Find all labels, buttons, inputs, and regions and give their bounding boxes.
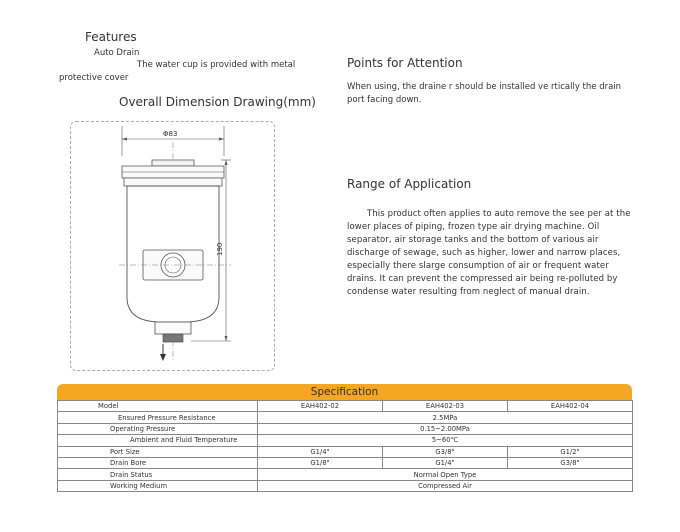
features-heading: Features — [85, 30, 137, 44]
cell-value: G1/4" — [383, 457, 508, 468]
attention-text: When using, the draine r should be installed ve rtically the drain port facing down. — [347, 82, 622, 105]
row-label: Port Size — [58, 446, 258, 457]
table-row — [58, 435, 633, 446]
cell-value: 0.15~2.00MPa — [258, 423, 633, 434]
dimension-drawing — [70, 121, 275, 371]
cell-value: 5~60℃ — [258, 435, 633, 446]
table-row — [58, 412, 633, 423]
height-label: 190 — [216, 242, 224, 256]
cell-value: G1/8" — [258, 457, 383, 468]
attention-heading: Points for Attention — [347, 56, 463, 70]
table-row — [58, 480, 633, 491]
table-row — [58, 401, 633, 412]
features-line-auto-drain: Auto Drain — [94, 48, 140, 58]
drawing-heading: Overall Dimension Drawing(mm) — [119, 95, 316, 109]
cell-value: G3/8" — [508, 457, 633, 468]
cell-value: G3/8" — [383, 446, 508, 457]
cell-value: Normal Open Type — [258, 469, 633, 480]
cell-value: EAH402-04 — [508, 401, 633, 412]
row-label: Drain Bore — [58, 457, 258, 468]
range-heading: Range of Application — [347, 177, 472, 191]
features-line-protective-cover: protective cover — [59, 73, 129, 83]
row-label: Ambient and Fluid Temperature — [58, 435, 258, 446]
cell-value: 2.5MPa — [258, 412, 633, 423]
cell-value: G1/4" — [258, 446, 383, 457]
cell-value: EAH402-02 — [258, 401, 383, 412]
diameter-label: Φ83 — [163, 130, 178, 138]
cell-value: Compressed Air — [258, 480, 633, 491]
range-text: This product often applies to auto remove the see per at the lower places of piping, frozen type air drying machine. Oil separator, air storage tanks and the bottom of various air discharge of sewage, such as higher, lower and narrow places, especially there slarge consumption of air or frequent water drains. It can prevent the compressed air being re-polluted by condense water resulting from neglect of manual drain. — [347, 209, 631, 297]
specification-title: Specification — [57, 384, 632, 400]
cell-value: EAH402-03 — [383, 401, 508, 412]
row-label: Operating Pressure — [58, 423, 258, 434]
table-row — [58, 457, 633, 468]
row-label: Drain Status — [58, 469, 258, 480]
specification-table — [57, 384, 632, 492]
cell-value: G1/2" — [508, 446, 633, 457]
table-row — [58, 423, 633, 434]
spec-grid — [57, 400, 633, 492]
features-line-water-cup: The water cup is provided with metal — [137, 60, 296, 70]
table-row — [58, 469, 633, 480]
row-label: Working Medium — [58, 480, 258, 491]
table-row — [58, 446, 633, 457]
auto-drain-drawing — [71, 122, 276, 372]
row-label: Ensured Pressure Resistance — [58, 412, 258, 423]
row-label: Model — [58, 401, 258, 412]
